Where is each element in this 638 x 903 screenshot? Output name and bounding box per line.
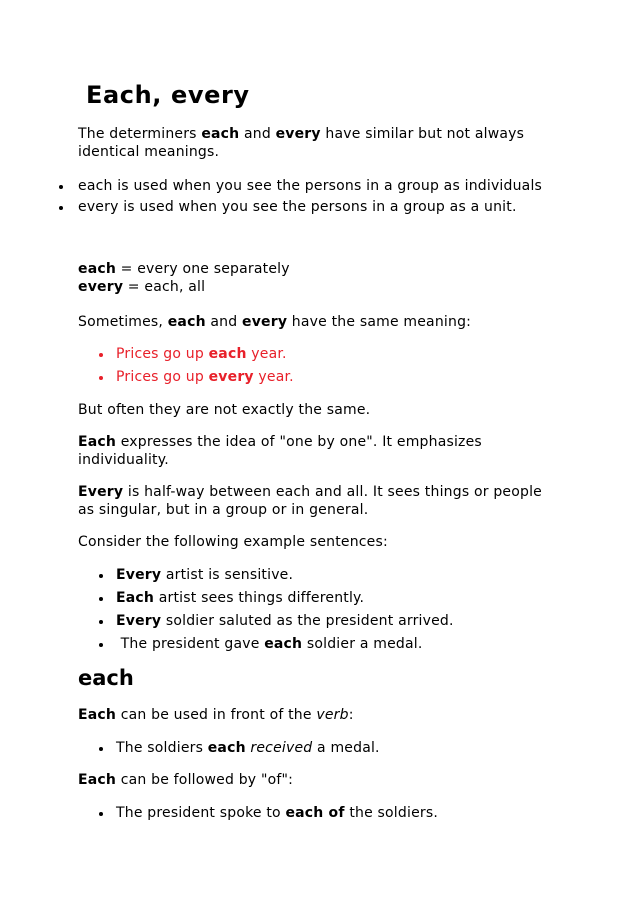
list-item: The president spoke to each of the soldiers.	[116, 805, 438, 821]
bullet-dot	[99, 353, 103, 357]
consider-paragraph: Consider the following example sentences:	[78, 534, 388, 550]
verb-paragraph: Each can be used in front of the verb:	[78, 707, 354, 723]
red-example: Prices go up every year.	[116, 369, 294, 385]
list-item: Each artist sees things differently.	[116, 590, 365, 606]
list-item: The president gave each soldier a medal.	[116, 636, 423, 652]
bullet-dot	[99, 574, 103, 578]
list-item: Every artist is sensitive.	[116, 567, 294, 583]
bullet-dot	[99, 620, 103, 624]
each-paragraph-line-1: Each expresses the idea of "one by one". It emphasizes	[78, 434, 482, 450]
section-heading-each: each	[78, 666, 134, 690]
red-example: Prices go up each year.	[116, 346, 287, 362]
bullet-dot	[59, 185, 63, 189]
bullet-dot	[99, 812, 103, 816]
bullet-dot	[99, 597, 103, 601]
definition-every: every = each, all	[78, 279, 206, 295]
intro-line-2: identical meanings.	[78, 144, 220, 160]
bullet-dot	[99, 376, 103, 380]
every-paragraph-line-2: as singular, but in a group or in general.	[78, 502, 369, 518]
bullet-dot	[59, 206, 63, 210]
list-item: Every soldier saluted as the president arrived.	[116, 613, 454, 629]
each-paragraph-line-2: individuality.	[78, 452, 169, 468]
definition-each: each = every one separately	[78, 261, 290, 277]
same-meaning-paragraph: Sometimes, each and every have the same meaning:	[78, 314, 472, 330]
bullet-dot	[99, 747, 103, 751]
every-paragraph-line-1: Every is half-way between each and all. It sees things or people	[78, 484, 542, 500]
intro-line-1: The determiners each and every have similar but not always	[78, 126, 525, 142]
page-title: Each, every	[86, 81, 250, 109]
bullet-dot	[99, 643, 103, 647]
list-item: The soldiers each received a medal.	[116, 740, 380, 756]
list-item: each is used when you see the persons in a group as individuals	[78, 178, 543, 194]
not-same-paragraph: But often they are not exactly the same.	[78, 402, 371, 418]
of-paragraph: Each can be followed by "of":	[78, 772, 294, 788]
list-item: every is used when you see the persons in a group as a unit.	[78, 199, 517, 215]
